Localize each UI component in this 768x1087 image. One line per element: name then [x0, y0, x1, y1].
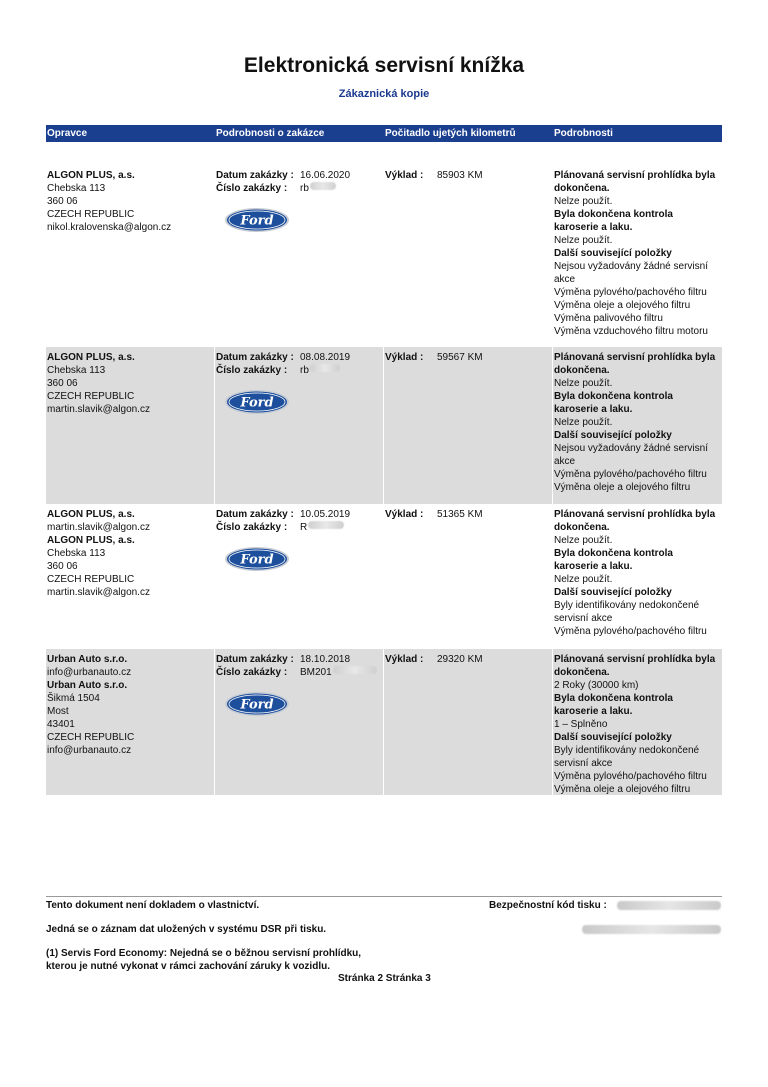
service-detail-line: servisní akce: [554, 613, 613, 624]
service-detail-line: akce: [554, 456, 576, 467]
odometer-value: 51365 KM: [437, 509, 483, 520]
order-number-label: Číslo zakázky :: [216, 183, 288, 194]
ford-logo-icon: [224, 389, 290, 415]
order-number-redacted: [333, 666, 377, 674]
repairer-cell: [46, 165, 215, 347]
repairer-line: 360 06: [47, 378, 78, 389]
odometer-label: Výklad :: [385, 654, 424, 665]
service-details-cell: [553, 504, 722, 649]
service-detail-line: Plánovaná servisní prohlídka byla: [554, 170, 716, 181]
svg-text:Ford: Ford: [240, 552, 274, 568]
service-detail-line: Nelze použít.: [554, 378, 613, 389]
repairer-line: ALGON PLUS, a.s.: [47, 535, 135, 546]
odometer-label: Výklad :: [385, 509, 424, 520]
service-detail-line: Další související položky: [554, 587, 672, 598]
odometer-value: 85903 KM: [437, 170, 483, 181]
footer-divider: [46, 896, 722, 897]
odometer-value: 59567 KM: [437, 352, 483, 363]
order-number-row: [216, 364, 383, 377]
repairer-line: nikol.kralovenska@algon.cz: [47, 222, 172, 233]
service-detail-line: Výměna vzduchového filtru motoru: [554, 326, 708, 337]
repairer-line: Urban Auto s.r.o.: [47, 654, 128, 665]
service-detail-line: Byly identifikovány nedokončené: [554, 745, 700, 756]
repairer-line: CZECH REPUBLIC: [47, 209, 135, 220]
table-row: [46, 504, 722, 649]
service-details-cell: [553, 165, 722, 347]
page-numbers: Stránka 2 Stránka 3: [338, 973, 431, 984]
ownership-note: Tento dokument není dokladem o vlastnictví.: [46, 900, 260, 911]
order-details-cell: [215, 347, 384, 504]
service-detail-line: Výměna pylového/pachového filtru: [554, 626, 707, 637]
service-detail-line: Plánovaná servisní prohlídka byla: [554, 352, 716, 363]
order-number-redacted: [310, 182, 336, 190]
service-detail-line: Nelze použít.: [554, 535, 613, 546]
service-detail-line: Byla dokončena kontrola: [554, 693, 673, 704]
repairer-line: CZECH REPUBLIC: [47, 574, 135, 585]
service-detail-line: dokončena.: [554, 667, 610, 678]
service-detail-line: dokončena.: [554, 365, 610, 376]
svg-text:Ford: Ford: [240, 395, 274, 411]
repairer-line: ALGON PLUS, a.s.: [47, 509, 135, 520]
odometer-row: [385, 351, 552, 364]
svg-text:Ford: Ford: [240, 697, 274, 713]
repairer-line: martin.slavik@algon.cz: [47, 587, 150, 598]
service-detail-line: Byla dokončena kontrola: [554, 209, 673, 220]
order-number-value: rb: [300, 183, 309, 194]
service-details-cell: [553, 347, 722, 504]
service-details-cell: [553, 649, 722, 795]
odometer-cell: [384, 504, 553, 649]
service-detail-line: dokončena.: [554, 522, 610, 533]
service-detail-line: Plánovaná servisní prohlídka byla: [554, 509, 716, 520]
service-detail-line: karoserie a laku.: [554, 222, 633, 233]
dsr-note: Jedná se o záznam dat uložených v systému DSR při tisku.: [46, 924, 327, 935]
service-detail-line: servisní akce: [554, 758, 613, 769]
service-detail-line: Výměna oleje a olejového filtru: [554, 300, 691, 311]
order-date-value: 18.10.2018: [300, 654, 351, 665]
repairer-line: info@urbanauto.cz: [47, 667, 132, 678]
print-code-redacted: [582, 925, 721, 934]
odometer-row: [385, 653, 552, 666]
order-date-row: [216, 169, 384, 182]
repairer-line: Chebska 113: [47, 183, 106, 194]
odometer-row: [385, 169, 553, 182]
repairer-line: Šikmá 1504: [47, 693, 100, 704]
odometer-cell: [384, 165, 553, 347]
ford-logo-icon: [224, 207, 290, 233]
order-date-row: [216, 508, 384, 521]
column-header-details: Podrobnosti: [554, 128, 613, 139]
service-detail-line: 1 – Splněno: [554, 719, 608, 730]
order-date-value: 10.05.2019: [300, 509, 351, 520]
order-number-value: rb: [300, 365, 309, 376]
odometer-value: 29320 KM: [437, 654, 483, 665]
service-detail-line: Výměna oleje a olejového filtru: [554, 482, 691, 493]
ford-logo-icon: [224, 691, 290, 717]
order-date-label: Datum zakázky :: [216, 654, 294, 665]
order-date-label: Datum zakázky :: [216, 170, 294, 181]
repairer-line: martin.slavik@algon.cz: [47, 522, 150, 533]
repairer-line: Most: [47, 706, 69, 717]
repairer-line: 43401: [47, 719, 75, 730]
service-detail-line: Výměna pylového/pachového filtru: [554, 469, 707, 480]
service-detail-line: karoserie a laku.: [554, 404, 633, 415]
service-detail-line: Nejsou vyžadovány žádné servisní: [554, 443, 708, 454]
order-number-row: [216, 182, 384, 195]
service-detail-line: Nelze použít.: [554, 417, 613, 428]
repairer-line: ALGON PLUS, a.s.: [47, 352, 135, 363]
repairer-line: Chebska 113: [47, 548, 106, 559]
order-number-value: BM201: [300, 667, 332, 678]
service-detail-line: Výměna oleje a olejového filtru: [554, 784, 691, 795]
service-detail-line: dokončena.: [554, 183, 610, 194]
order-date-label: Datum zakázky :: [216, 509, 294, 520]
repairer-line: info@urbanauto.cz: [47, 745, 132, 756]
column-header-repairer: Opravce: [47, 128, 88, 139]
repairer-cell: [46, 504, 215, 649]
service-detail-line: akce: [554, 274, 576, 285]
odometer-cell: [384, 347, 553, 504]
service-detail-line: Byla dokončena kontrola: [554, 391, 673, 402]
service-detail-line: Výměna pylového/pachového filtru: [554, 771, 707, 782]
economy-note-line-1: (1) Servis Ford Economy: Nejedná se o běžnou servisní prohlídku,: [46, 948, 362, 959]
service-detail-line: Nelze použít.: [554, 235, 613, 246]
repairer-line: ALGON PLUS, a.s.: [47, 170, 135, 181]
order-number-label: Číslo zakázky :: [216, 522, 288, 533]
service-table: [46, 125, 722, 795]
repairer-line: 360 06: [47, 561, 78, 572]
odometer-cell: [384, 649, 553, 795]
table-row: [46, 347, 722, 504]
odometer-row: [385, 508, 553, 521]
order-number-row: [216, 666, 383, 679]
service-detail-line: Byla dokončena kontrola: [554, 548, 673, 559]
order-date-value: 16.06.2020: [300, 170, 351, 181]
document-title: Elektronická servisní knížka: [243, 54, 525, 77]
service-detail-line: Další související položky: [554, 732, 672, 743]
service-detail-line: Výměna palivového filtru: [554, 313, 663, 324]
odometer-label: Výklad :: [385, 352, 424, 363]
order-number-redacted: [310, 364, 340, 372]
order-number-value: R: [300, 522, 308, 533]
order-number-label: Číslo zakázky :: [216, 365, 288, 376]
order-date-row: [216, 351, 383, 364]
economy-note-line-2: kterou je nutné vykonat v rámci zachování záruky k vozidlu.: [46, 961, 330, 972]
order-number-redacted: [308, 521, 344, 529]
repairer-line: CZECH REPUBLIC: [47, 732, 135, 743]
order-date-label: Datum zakázky :: [216, 352, 294, 363]
order-number-label: Číslo zakázky :: [216, 667, 288, 678]
security-code-label: Bezpečnostní kód tisku :: [489, 900, 607, 911]
service-detail-line: karoserie a laku.: [554, 706, 633, 717]
security-code-redacted: [617, 901, 721, 910]
order-date-row: [216, 653, 383, 666]
order-details-cell: [215, 504, 384, 649]
service-detail-line: karoserie a laku.: [554, 561, 633, 572]
service-detail-line: Další související položky: [554, 430, 672, 441]
order-number-row: [216, 521, 384, 534]
table-header: [46, 125, 722, 142]
odometer-label: Výklad :: [385, 170, 424, 181]
service-detail-line: Výměna pylového/pachového filtru: [554, 287, 707, 298]
service-detail-line: 2 Roky (30000 km): [554, 680, 639, 691]
order-details-cell: [215, 649, 384, 795]
service-detail-line: Nelze použít.: [554, 196, 613, 207]
column-header-odometer: Počitadlo ujetých kilometrů: [385, 128, 516, 139]
service-detail-line: Nejsou vyžadovány žádné servisní: [554, 261, 708, 272]
repairer-line: Urban Auto s.r.o.: [47, 680, 128, 691]
repairer-line: CZECH REPUBLIC: [47, 391, 135, 402]
service-detail-line: Další související položky: [554, 248, 672, 259]
table-row: [46, 649, 722, 795]
table-row: [46, 165, 722, 347]
service-detail-line: Nelze použít.: [554, 574, 613, 585]
order-date-value: 08.08.2019: [300, 352, 351, 363]
repairer-line: 360 06: [47, 196, 78, 207]
repairer-line: Chebska 113: [47, 365, 106, 376]
column-header-order-details: Podrobnosti o zakázce: [216, 128, 325, 139]
repairer-line: martin.slavik@algon.cz: [47, 404, 150, 415]
document-subtitle: Zákaznická kopie: [338, 88, 430, 100]
service-detail-line: Byly identifikovány nedokončené: [554, 600, 700, 611]
svg-text:Ford: Ford: [240, 213, 274, 229]
repairer-cell: [46, 347, 215, 504]
order-details-cell: [215, 165, 384, 347]
repairer-cell: [46, 649, 215, 795]
service-detail-line: Plánovaná servisní prohlídka byla: [554, 654, 716, 665]
ford-logo-icon: [224, 546, 290, 572]
